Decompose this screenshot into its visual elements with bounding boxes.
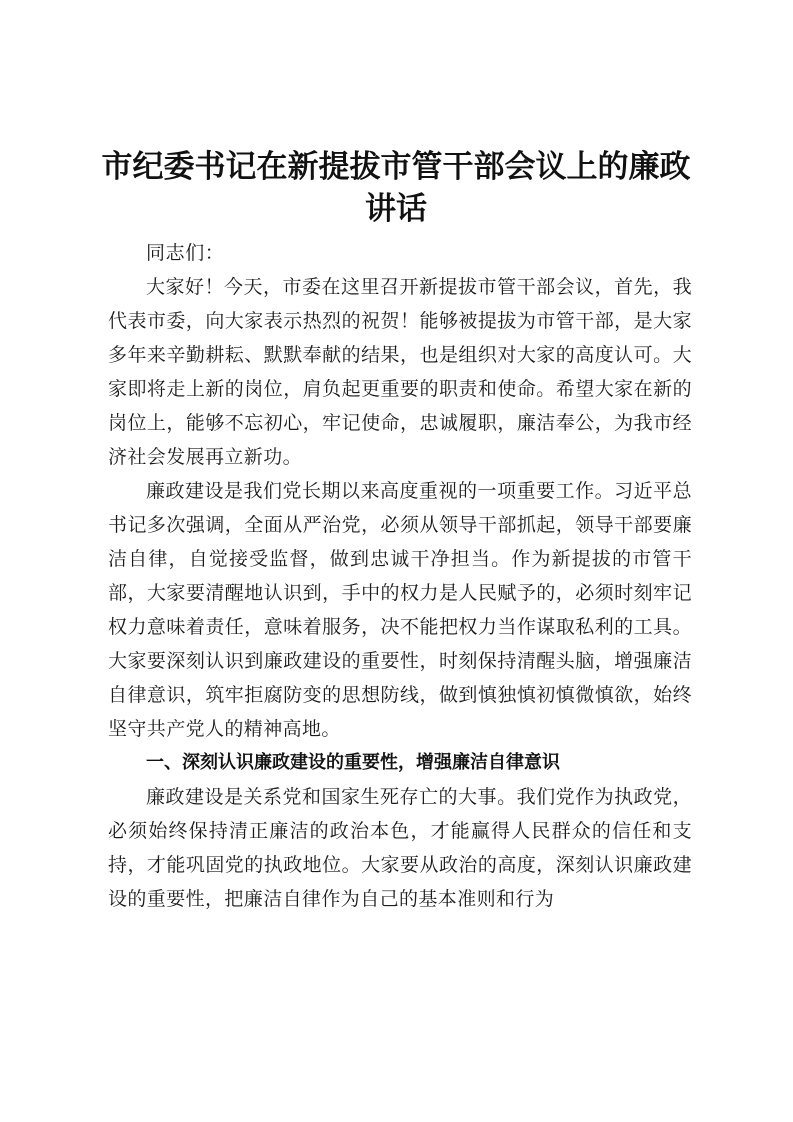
section-paragraph: 廉政建设是关系党和国家生死存亡的大事。我们党作为执政党，必须始终保持清正廉洁的政治本色，才能赢得人民群众的信任和支持，才能巩固党的执政地位。大家要从政治的高度，深刻认识廉政建设的重要性，把廉洁自律作为自己的基本准则和行为: [108, 786, 692, 910]
paragraph-opening: 大家好！今天，市委在这里召开新提拔市管干部会议，首先，我代表市委，向大家表示热烈的祝贺！能够被提拔为市管干部，是大家多年来辛勤耕耘、默默奉献的结果，也是组织对大家的高度认可。大家即将走上新的岗位，肩负起更重要的职责和使命。希望大家在新的岗位上，能够不忘初心，牢记使命，忠诚履职，廉洁奉公，为我市经济社会发展再立新功。: [108, 276, 692, 468]
salutation: 同志们：: [146, 242, 225, 264]
document-title: 市纪委书记在新提拔市管干部会议上的廉政讲话: [101, 149, 691, 227]
document-body: [108, 236, 692, 916]
section-heading: 一、深刻认识廉政建设的重要性，增强廉洁自律意识: [146, 752, 560, 773]
paragraph-importance: 廉政建设是我们党长期以来高度重视的一项重要工作。习近平总书记多次强调，全面从严治党，必须从领导干部抓起，领导干部要廉洁自律，自觉接受监督，做到忠诚干净担当。作为新提拔的市管干部，大家要清醒地认识到，手中的权力是人民赋予的，必须时刻牢记权力意味着责任，意味着服务，决不能把权力当作谋取私利的工具。大家要深刻认识到廉政建设的重要性，时刻保持清醒头脑，增强廉洁自律意识，筑牢拒腐防变的思想防线，做到慎独慎初慎微慎欲，始终坚守共产党人的精神高地。: [108, 480, 692, 740]
